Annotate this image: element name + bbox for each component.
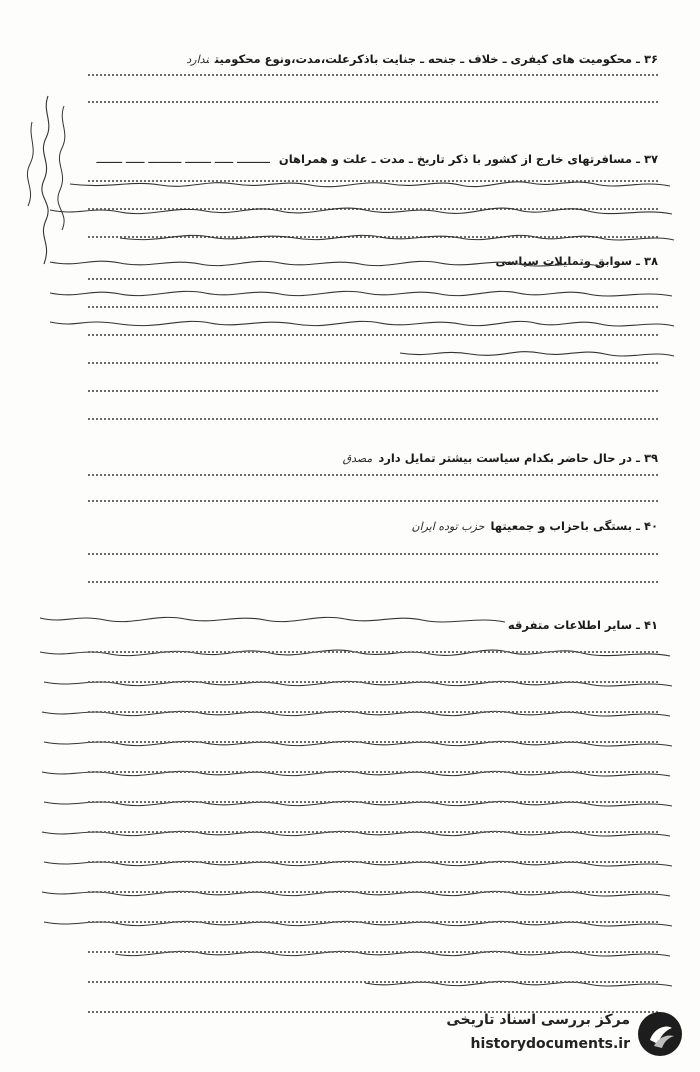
dotted-line [88,981,658,983]
dotted-line [88,500,658,502]
field-39-label [343,451,658,465]
dotted-line [88,831,658,833]
watermark-url: historydocuments.ir [470,1036,630,1052]
field-39-answer: مصدق [342,452,373,465]
field-40-label-text: ۴۰ ـ بستگی باحزاب و جمعیتها [490,519,658,533]
field-39-label-text: ۳۹ ـ در حال حاضر بکدام سیاست بیشتر تمایل دارد [378,451,658,465]
watermark [392,1006,692,1064]
handwriting-41 [30,600,680,1000]
field-36-label-text: ۳۶ ـ محکومیت های کیفری ـ خلاف ـ جنحه ـ جنایت باذکرعلت،مدت،ونوع محکومیت [214,52,658,66]
dotted-line [88,801,658,803]
field-37-label-text: ۳۷ ـ مسافرتهای خارج از کشور با ذکر تاریخ ـ مدت ـ علت و همراهان [278,152,658,166]
dotted-line [88,474,658,476]
field-38-label-text: ۳۸ ـ سوابق وتمایلات سیاسی [495,254,658,268]
dotted-line [88,921,658,923]
handwriting-38 [40,244,680,374]
dotted-line [88,771,658,773]
margin-handwriting [18,92,78,272]
archive-center-logo-icon [636,1010,684,1058]
dotted-line [88,390,658,392]
dotted-line [88,553,658,555]
watermark-text: مرکز بررسی اسناد تاریخی [446,1012,630,1028]
dotted-line [88,861,658,863]
dotted-line [88,951,658,953]
dotted-line [88,418,658,420]
field-40-answer: حزب توده ایران [411,520,485,533]
dotted-line [88,74,658,76]
dotted-line [88,651,658,653]
field-36-answer: ندارد [186,53,209,66]
field-40-label [412,519,659,533]
dotted-line [88,741,658,743]
dotted-line [88,681,658,683]
dotted-line [88,101,658,103]
handwriting-37a: ـــــــــ ـــــ ـــــــ ـــــــــ ـــــ ـــــــ [96,151,270,166]
handwriting-37 [40,158,680,248]
dotted-line [88,711,658,713]
dotted-line [88,891,658,893]
field-36-label [186,52,658,66]
dotted-line [88,581,658,583]
field-41-label-text: ۴۱ ـ سایر اطلاعات متفرقه [507,618,658,632]
